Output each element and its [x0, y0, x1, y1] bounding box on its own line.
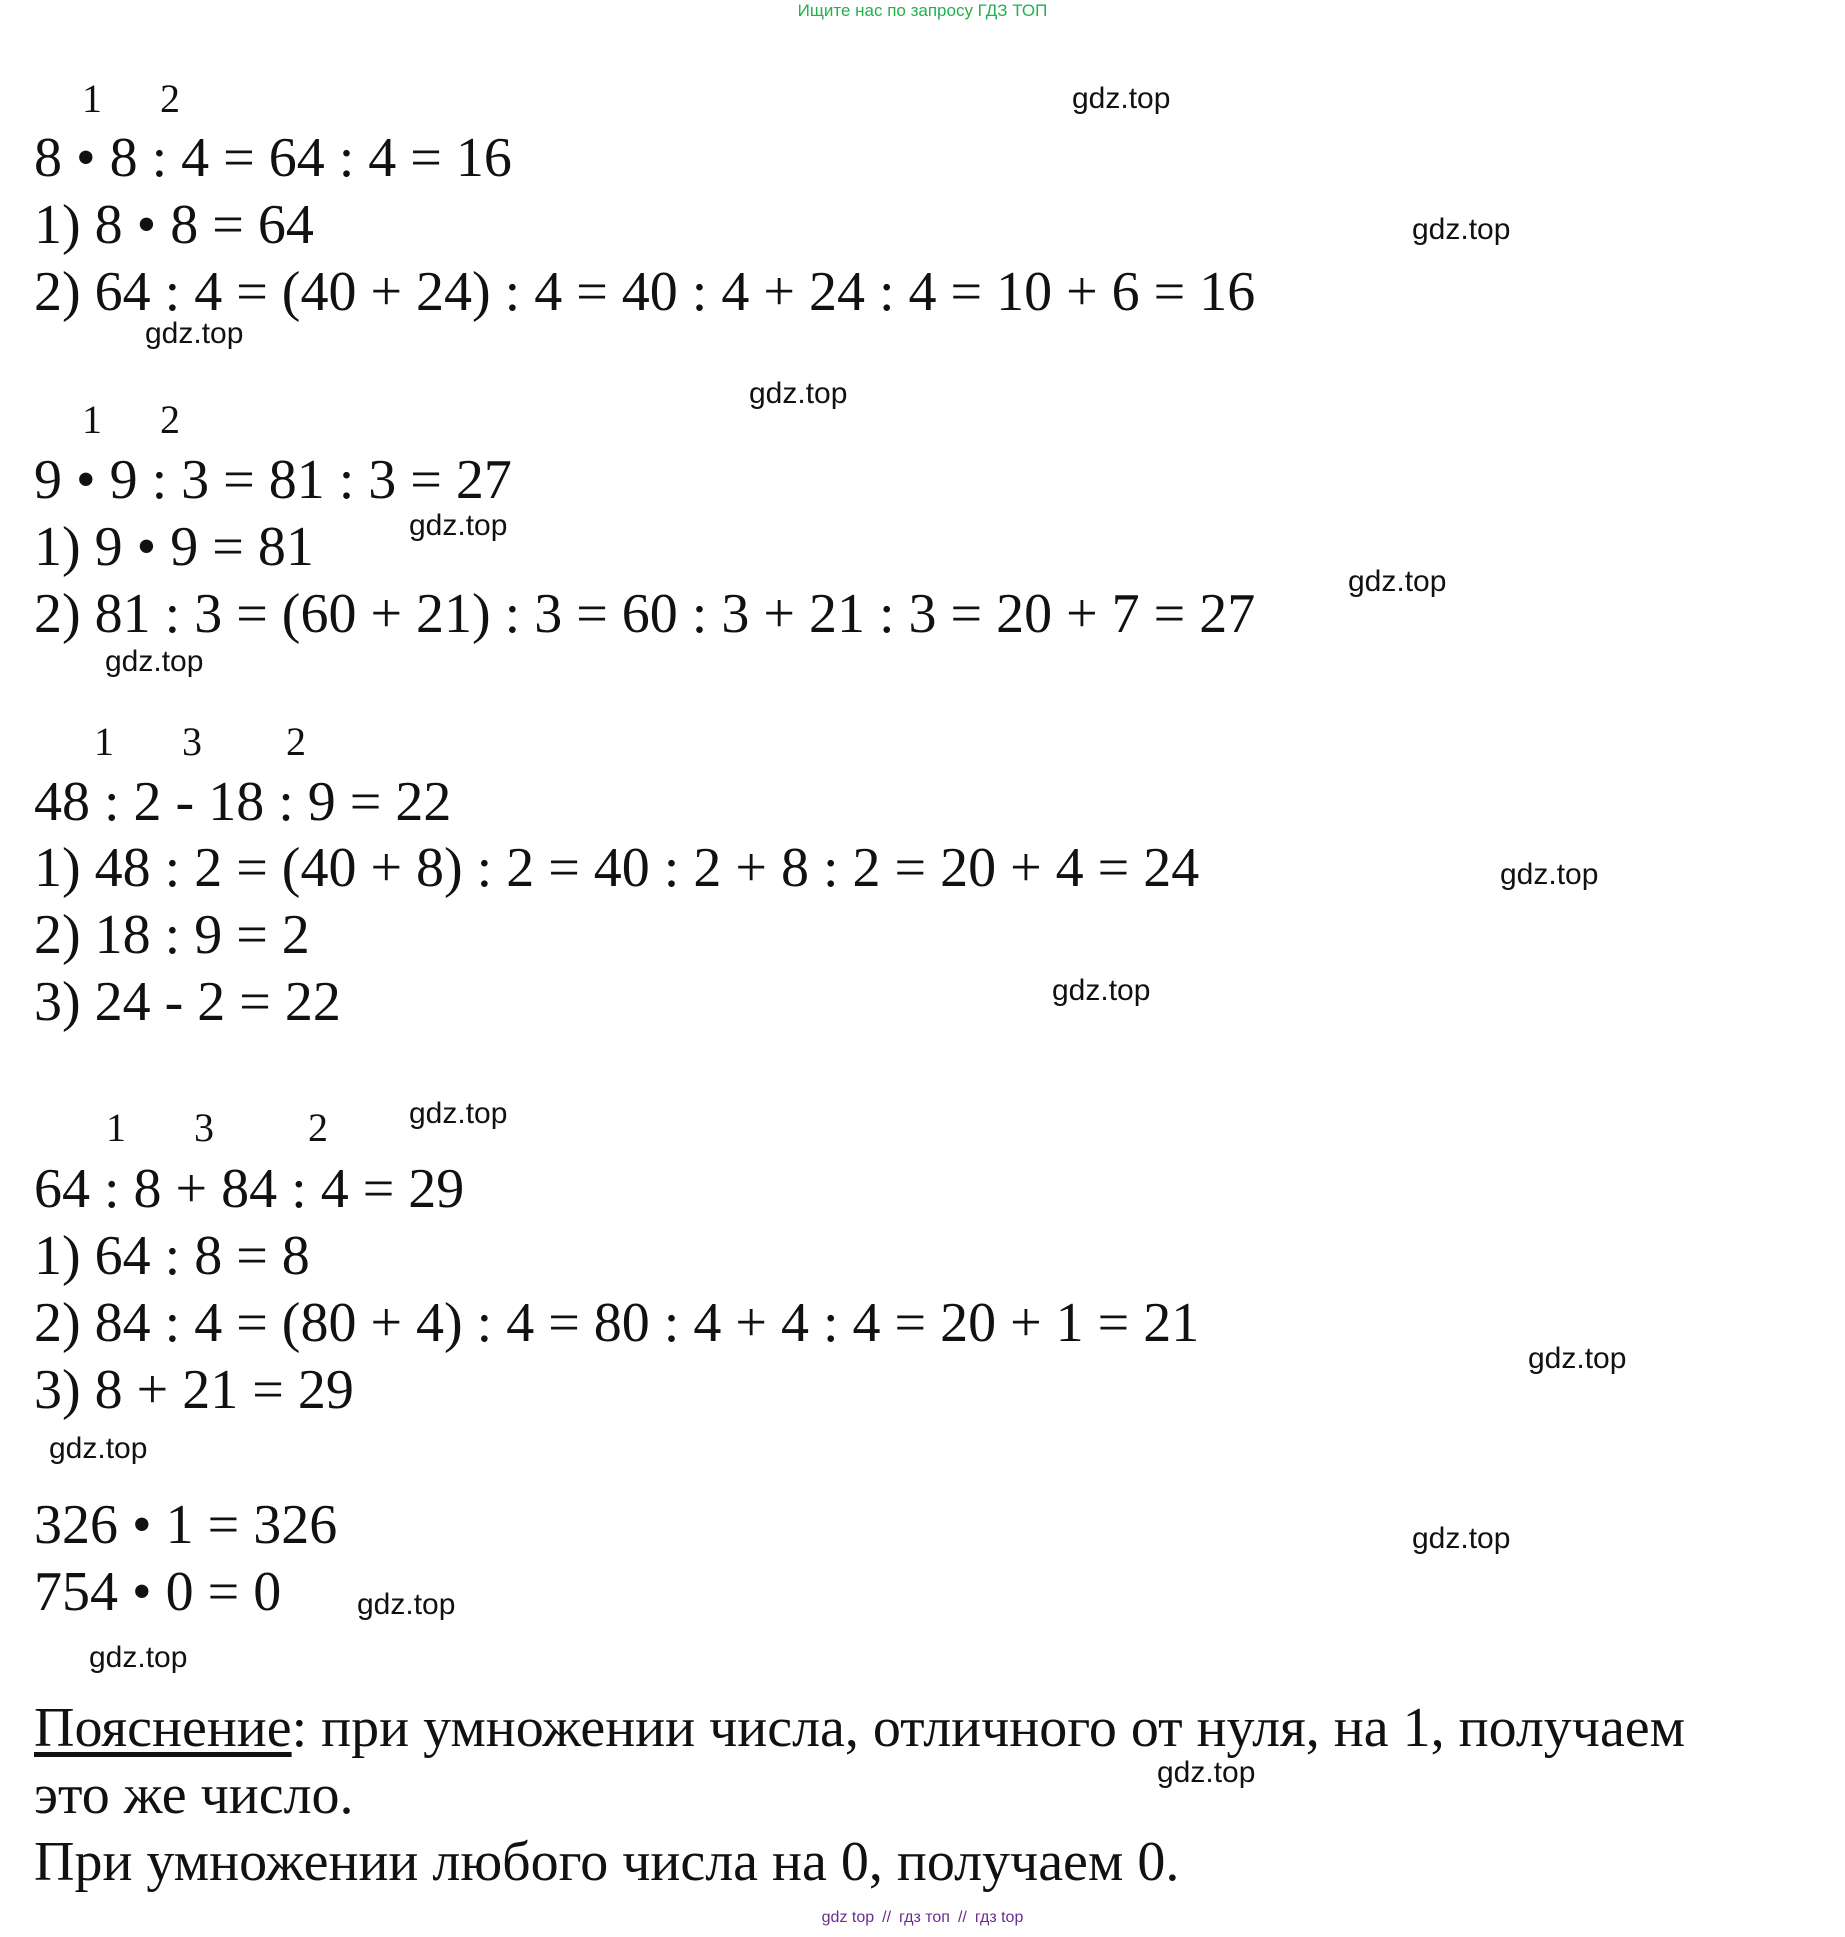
- order-number: 2: [286, 719, 306, 764]
- watermark: gdz.top: [357, 1588, 456, 1621]
- step: 2) 64 : 4 = (40 + 24) : 4 = 40 : 4 + 24 : 4 = 10 + 6 = 16: [34, 261, 1256, 323]
- watermark: gdz.top: [749, 377, 848, 410]
- step: 2) 84 : 4 = (80 + 4) : 4 = 80 : 4 + 4 : 4 = 20 + 1 = 21: [34, 1292, 1200, 1354]
- step: 2) 18 : 9 = 2: [34, 904, 310, 966]
- order-number: 2: [160, 76, 180, 121]
- watermark: gdz.top: [89, 1641, 188, 1674]
- watermark: gdz.top: [1412, 213, 1511, 246]
- order-number: 3: [182, 719, 202, 764]
- footer-separator: //: [957, 1909, 967, 1926]
- order-number: 1: [94, 719, 114, 764]
- watermark: gdz.top: [1052, 974, 1151, 1007]
- expression: 64 : 8 + 84 : 4 = 29: [34, 1158, 465, 1220]
- explanation-line: это же число.: [34, 1764, 354, 1826]
- explanation-title: Пояснение: [34, 1697, 292, 1759]
- order-number: 3: [194, 1105, 214, 1150]
- watermark: gdz.top: [1072, 82, 1171, 115]
- explanation-line: [34, 1697, 1685, 1759]
- expression: 48 : 2 - 18 : 9 = 22: [34, 771, 452, 833]
- step: 1) 9 • 9 = 81: [34, 516, 314, 578]
- order-number: 1: [106, 1105, 126, 1150]
- watermark: gdz.top: [145, 317, 244, 350]
- watermark: gdz.top: [1528, 1342, 1627, 1375]
- product-line: 754 • 0 = 0: [34, 1561, 282, 1623]
- step: 2) 81 : 3 = (60 + 21) : 3 = 60 : 3 + 21 : 3 = 20 + 7 = 27: [34, 583, 1256, 645]
- watermark: gdz.top: [1157, 1756, 1256, 1789]
- top-banner: [0, 0, 1845, 22]
- watermark: gdz.top: [409, 1097, 508, 1130]
- order-number: 2: [308, 1105, 328, 1150]
- explanation-text: : при умножении числа, отличного от нуля, на 1, получаем: [291, 1697, 1686, 1759]
- watermark: gdz.top: [105, 645, 204, 678]
- step: 3) 8 + 21 = 29: [34, 1359, 354, 1421]
- footer-item: гдз top: [974, 1909, 1024, 1926]
- step: 1) 64 : 8 = 8: [34, 1225, 310, 1287]
- watermark: gdz.top: [1412, 1522, 1511, 1555]
- order-number: 2: [160, 397, 180, 442]
- footer-separator: //: [882, 1909, 892, 1926]
- product-line: 326 • 1 = 326: [34, 1494, 338, 1556]
- footer: [0, 1908, 1845, 1928]
- explanation-line: При умножении любого числа на 0, получаем 0.: [34, 1831, 1180, 1893]
- top-banner-text: Ищите нас по запросу ГДЗ ТОП: [797, 1, 1048, 20]
- footer-item: гдз топ: [899, 1909, 950, 1926]
- order-number: 1: [82, 76, 102, 121]
- step: 1) 8 • 8 = 64: [34, 194, 314, 256]
- watermark: gdz.top: [49, 1432, 148, 1465]
- order-number: 1: [82, 397, 102, 442]
- expression: 8 • 8 : 4 = 64 : 4 = 16: [34, 127, 512, 189]
- watermark: gdz.top: [1348, 565, 1447, 598]
- watermark: gdz.top: [409, 509, 508, 542]
- step: 1) 48 : 2 = (40 + 8) : 2 = 40 : 2 + 8 : 2 = 20 + 4 = 24: [34, 837, 1200, 899]
- step: 3) 24 - 2 = 22: [34, 971, 341, 1033]
- expression: 9 • 9 : 3 = 81 : 3 = 27: [34, 449, 512, 511]
- watermark: gdz.top: [1500, 858, 1599, 891]
- footer-item: gdz top: [821, 1909, 875, 1926]
